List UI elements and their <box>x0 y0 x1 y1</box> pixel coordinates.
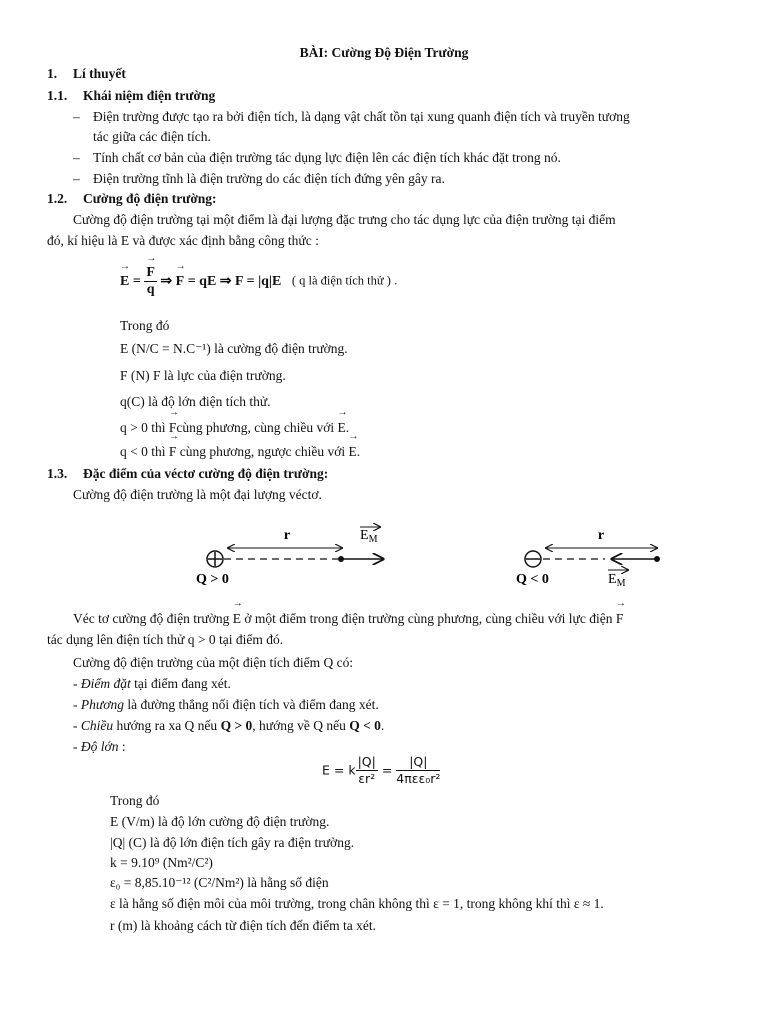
paragraph: Cường độ điện trường của một điện tích điểm Q có: <box>73 655 354 670</box>
bullet-item: – Điện trường tĩnh là điện trường do các điện tích đứng yên gây ra. <box>73 171 445 186</box>
property-item: - Phương là đường thẳng nối điện tích và điểm đang xét. <box>73 697 379 712</box>
definition-item: ε là hằng số điện môi của môi trường, trong chân không thì ε = 1, trong không khí thì ε ≈ 1. <box>110 896 604 911</box>
paragraph: tác dụng lên điện tích thử q > 0 tại điểm đó. <box>47 632 284 647</box>
field-vector-label: $E_M$ <box>360 528 378 545</box>
definition-item: F (N) F là lực của điện trường. <box>120 368 286 383</box>
condition-item: q > 0 thì → Fcùng phương, cùng chiều với → E. <box>120 419 349 437</box>
bullet-item: – Tính chất cơ bản của điện trường tác dụng lực điện lên các điện tích khác đặt trong nó. <box>73 150 561 165</box>
property-item: - Điểm đặt tại điểm đang xét. <box>73 676 231 691</box>
distance-label: r <box>283 528 291 543</box>
condition-item: q < 0 thì → F cùng phương, ngược chiều với → E. <box>120 443 360 461</box>
section-1-heading: 1. Lí thuyết <box>47 66 126 81</box>
definition-item: k = 9.10⁹ (Nm²/C²) <box>110 855 213 870</box>
positive-charge-diagram <box>196 527 383 587</box>
where-label: Trong đó <box>120 318 170 333</box>
definition-item: ε₀ = 8,85.10⁻¹² (C²/Nm²) là hằng số điện <box>110 875 329 890</box>
section-1-1-heading: 1.1. Khái niệm điện trường <box>47 88 216 103</box>
charge-label: Q < 0 <box>516 572 549 587</box>
property-item: - Độ lớn : <box>73 739 126 754</box>
magnitude-formula: E = k $\frac{|Q|}{\text{εr²}}$ = $\frac{|Q|}{\text{4πεε₀r²}}$ <box>322 754 441 786</box>
definition-item: q(C) là độ lớn điện tích thử. <box>120 394 271 409</box>
section-1-3-heading: 1.3. Đặc điểm của véctơ cường độ điện trường: <box>47 466 329 481</box>
paragraph: Cường độ điện trường tại một điểm là đại lượng đặc trưng cho tác dụng lực của điện trường tại điểm <box>73 212 616 227</box>
field-direction-diagram <box>0 515 768 595</box>
definition-item: r (m) là khoảng cách từ điện tích đến điểm ta xét. <box>110 918 376 933</box>
definition-item: |Q| (C) là độ lớn điện tích gây ra điện trường. <box>110 835 355 850</box>
bullet-item: – Điện trường được tạo ra bởi điện tích, là dạng vật chất tồn tại xung quanh điện tích và truyền tương <box>73 109 630 124</box>
where-label: Trong đó <box>110 793 160 808</box>
distance-label: r <box>597 528 605 543</box>
field-vector-label: $E_M$ <box>608 572 626 589</box>
paragraph: đó, kí hiệu là E và được xác định bằng công thức : <box>47 233 319 248</box>
paragraph: Cường độ điện trường là một đại lượng véctơ. <box>73 487 322 502</box>
page-title: BÀI: Cường Độ Điện Trường <box>299 45 469 60</box>
definition-item: E (N/C = N.C⁻¹) là cường độ điện trường. <box>120 341 348 356</box>
field-formula: → E = → $\frac{F}{q}$ ⇒ → F = qE ⇒ F = |q|E ( q là điện tích thử ) . <box>120 265 397 298</box>
section-1-2-heading: 1.2. Cường độ điện trường: <box>47 191 217 206</box>
property-item: - Chiều hướng ra xa Q nếu Q > 0, hướng về Q nếu Q < 0. <box>73 718 385 733</box>
paragraph: Véc tơ cường độ điện trường → E ở một điểm trong điện trường cùng phương, cùng chiều với lực điện → F <box>73 610 623 628</box>
bullet-continuation: tác giữa các điện tích. <box>93 129 211 144</box>
definition-item: E (V/m) là độ lớn cường độ điện trường. <box>110 814 330 829</box>
charge-label: Q > 0 <box>196 572 229 587</box>
negative-charge-diagram <box>516 528 660 589</box>
